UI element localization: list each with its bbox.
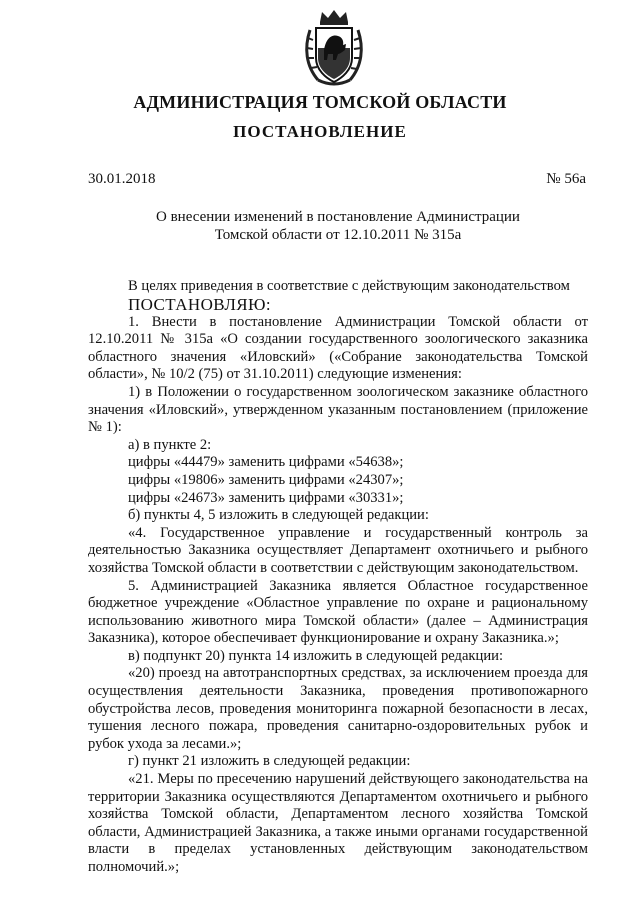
paragraph-6: цифры «24673» заменить цифрами «30331»; xyxy=(128,489,404,506)
document-type: ПОСТАНОВЛЕНИЕ xyxy=(233,122,407,141)
paragraph-12: г) пункт 21 изложить в следующей редакции: xyxy=(128,753,411,770)
document-body xyxy=(88,278,588,877)
subject-line-2: Томской области от 12.10.2011 № 315а xyxy=(214,227,462,243)
paragraph-4: цифры «44479» заменить цифрами «54638»; xyxy=(128,454,404,471)
document-subject xyxy=(90,208,586,244)
paragraph-7: б) пункты 4, 5 изложить в следующей редакции: xyxy=(128,507,429,524)
paragraph-10: в) подпункт 20) пункта 14 изложить в следующей редакции: xyxy=(128,647,503,664)
intro-paragraph: В целях приведения в соответствие с действующим законодательством xyxy=(128,278,570,294)
paragraph-5: цифры «19806» заменить цифрами «24307»; xyxy=(128,471,404,488)
paragraph-11: «20) проезд на автотранспортных средствах, за исключением проезда для осуществления деятельности Заказника, проведения противопожарного обустройства лесов, проведения мониторинга пожарной безопасности в лесах, тушения лесного пожара, проведения санитарно-оздоровительных рубок и рубок ухода за лесами.»; xyxy=(88,665,588,752)
subject-line-1: О внесении изменений в постановление Администрации xyxy=(156,209,520,225)
decree-word: ПОСТАНОВЛЯЮ: xyxy=(128,294,272,314)
paragraph-13: «21. Меры по пресечению нарушений действующего законодательства на территории Заказника осуществляются Департаментом охотничьего и рыбного хозяйства Томской области, Департаментом лесного хозяйства Томской области, Администрацией Заказника, а также иными органами государственной власти в пределах установленных действующим законодательством полномочий.»; xyxy=(88,771,588,875)
paragraph-8: «4. Государственное управление и государственный контроль за деятельностью Заказника осуществляет Департамент охотничьего и рыбного хозяйства Томской области в соответствии с действующим законодательством. xyxy=(88,524,588,576)
paragraph-9: 5. Администрацией Заказника является Областное государственное бюджетное учреждение «Областное управление по охране и рациональному использованию животного мира Томской области» (далее – Администрация Заказника), которое обеспечивает функционирование и охрану Заказника.»; xyxy=(88,577,588,647)
paragraph-3: а) в пункте 2: xyxy=(128,436,212,453)
document-number: № 56а xyxy=(546,171,586,187)
tomsk-coat-of-arms-icon xyxy=(302,8,366,88)
paragraph-1: 1. Внести в постановление Администрации Томской области от 12.10.2011 № 315а «О создании государственного зоологического заказника областного значения «Иловский» («Собрание законодательства Томской области», № 10/2 (75) от 31.10.2011) следующие изменения: xyxy=(88,313,588,383)
organization-title: АДМИНИСТРАЦИЯ ТОМСКОЙ ОБЛАСТИ xyxy=(133,92,507,112)
document-date: 30.01.2018 xyxy=(88,171,156,187)
paragraph-2: 1) в Положении о государственном зоологическом заказнике областного значения «Иловский», утвержденном указанным постановлением (приложение № 1): xyxy=(88,383,588,436)
